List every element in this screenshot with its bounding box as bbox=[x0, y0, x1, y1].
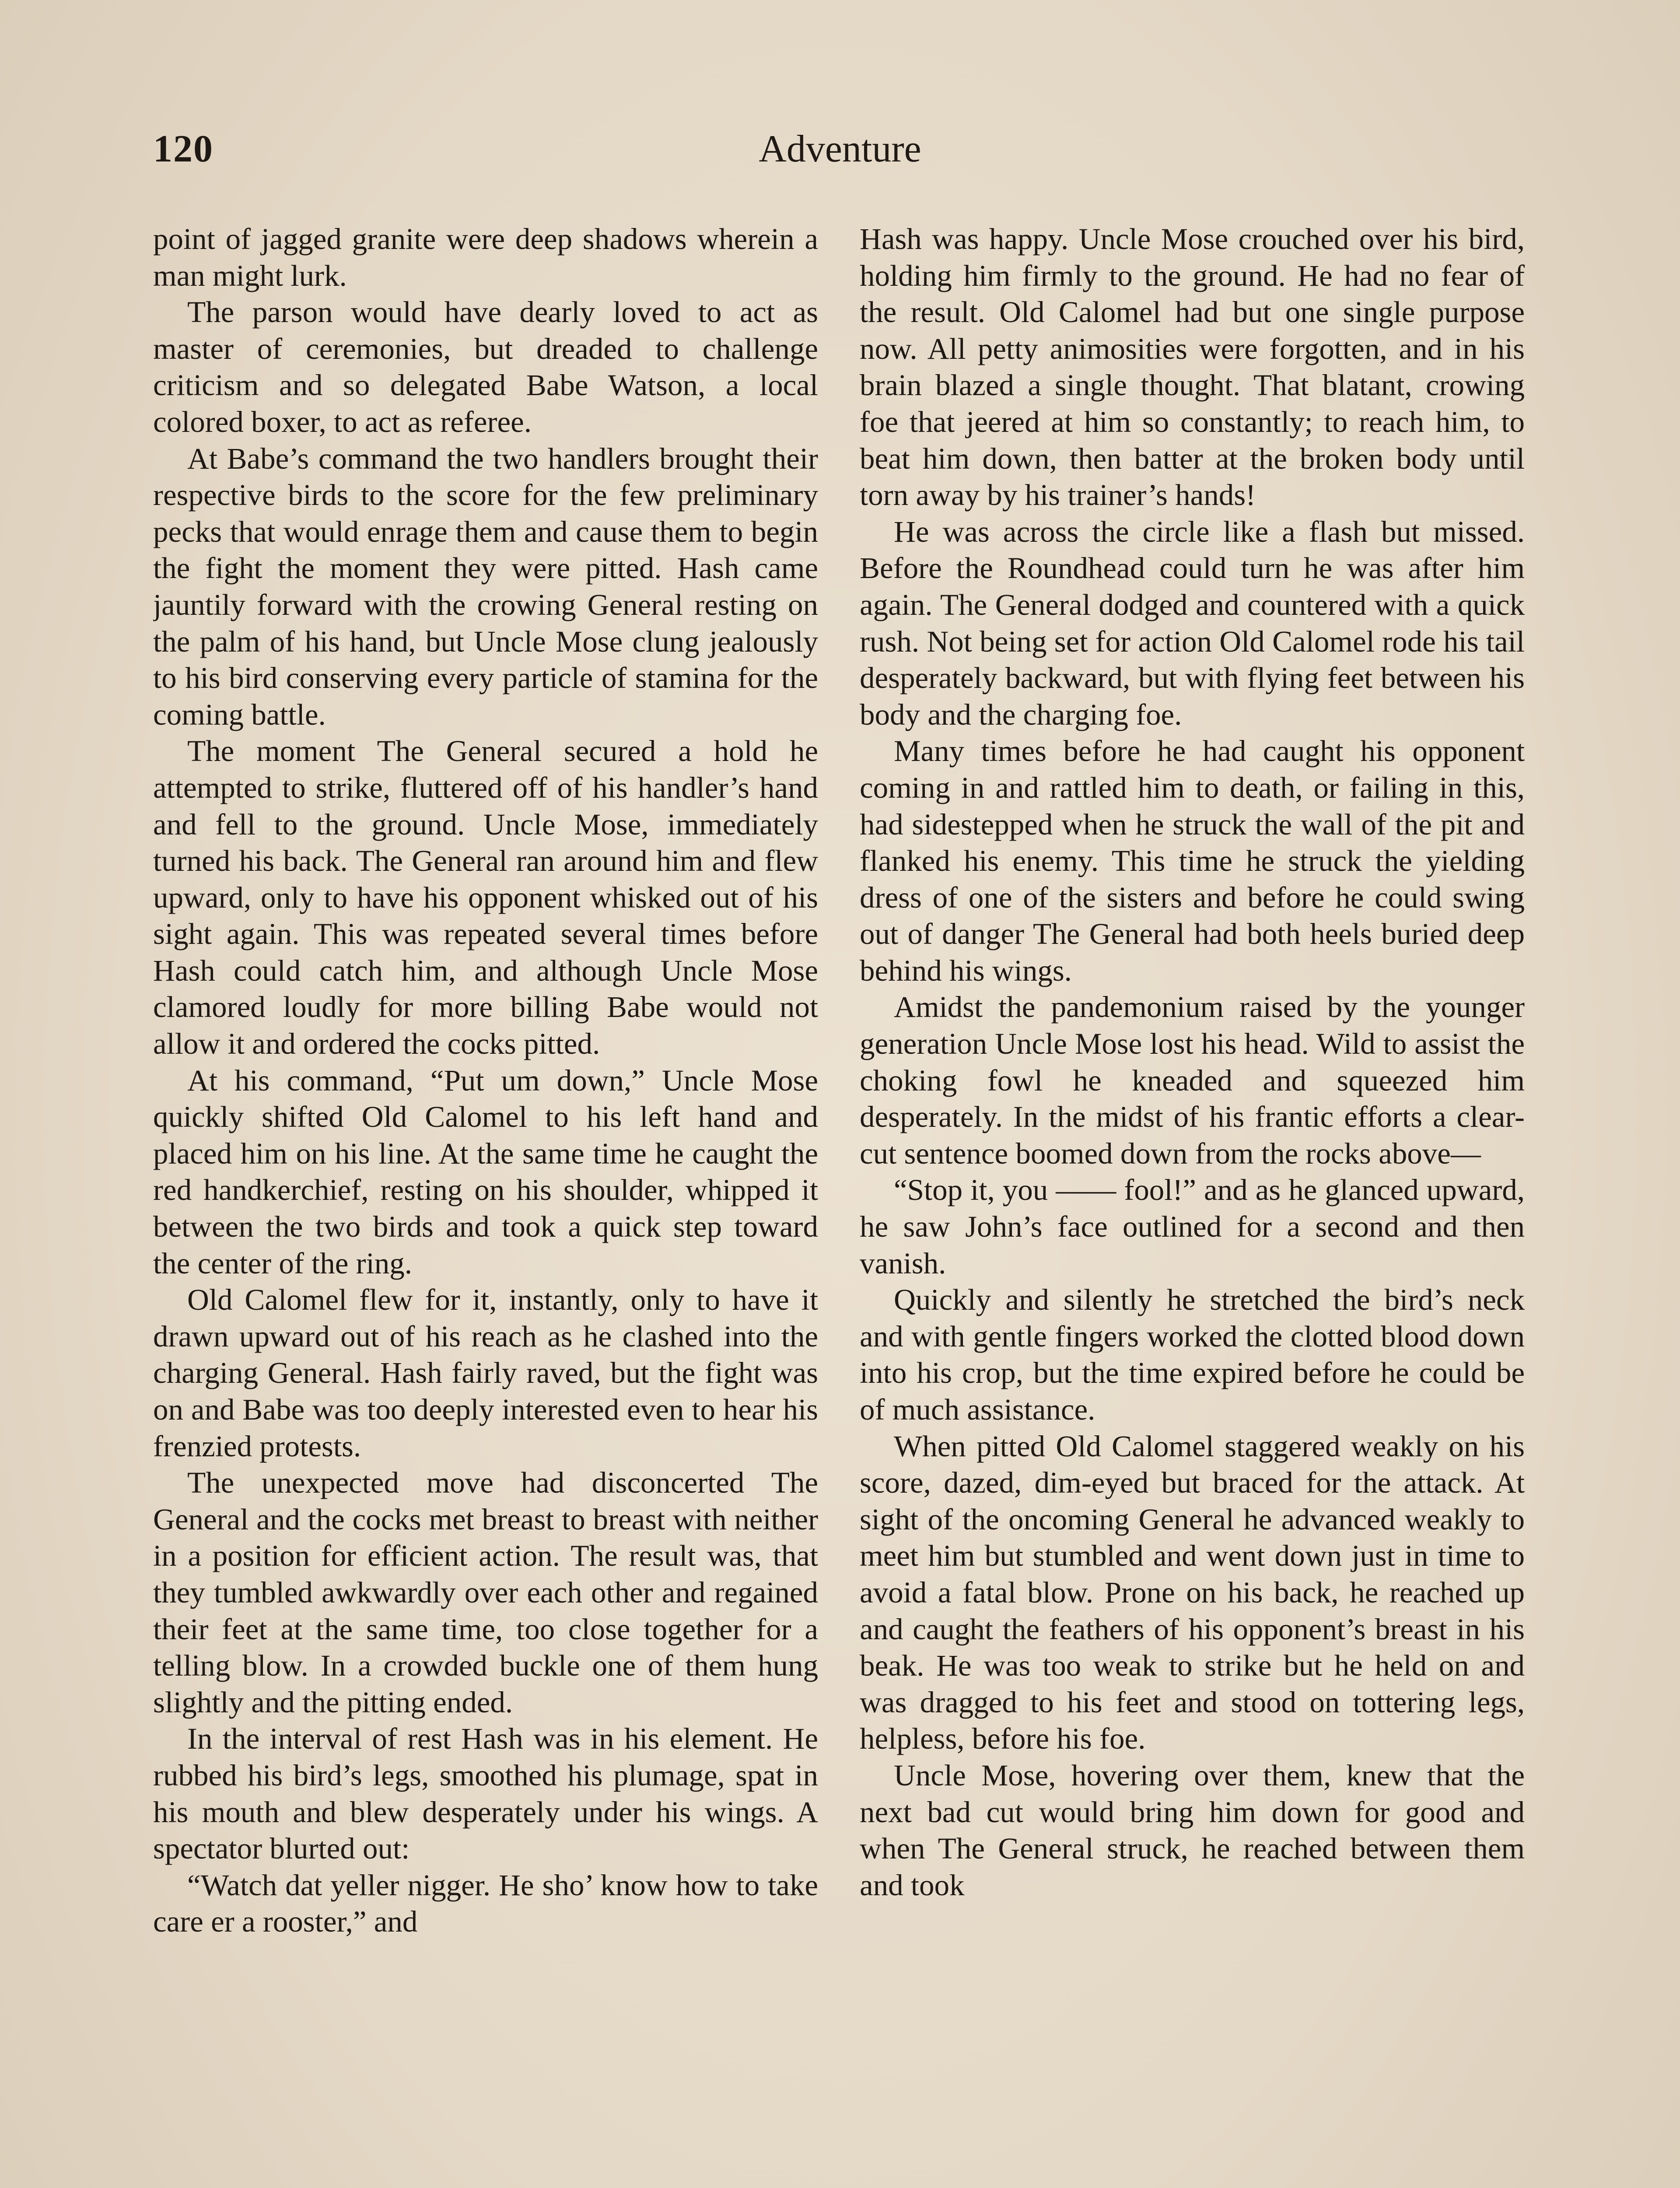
paragraph: Hash was happy. Uncle Mose crouched over his bird, holding him firmly to the ground. He had no fear of the result. Old Calomel had but one single purpose now. All petty animosities were forgotten, and in his brain blazed a single thought. That blatant, crowing foe that jeered at him so constantly; to reach him, to beat him down, then batter at the broken body until torn away by his trainer’s hands! bbox=[860, 222, 1525, 512]
paragraph: Amidst the pandemonium raised by the younger generation Uncle Mose lost his head. Wild to assist the choking fowl he kneaded and squeezed him desperately. In the midst of his frantic efforts a clear-cut sentence boomed down from the rocks above— bbox=[860, 990, 1525, 1170]
left-text-column bbox=[153, 221, 818, 2188]
paragraph: At Babe’s command the two handlers brought their respective birds to the score for the few preliminary pecks that would enrage them and cause them to begin the fight the moment they were pitted. Hash came jauntily forward with the crowing General resting on the palm of his hand, but Uncle Mose clung jealously to his bird conserving every particle of stamina for the coming battle. bbox=[153, 442, 818, 731]
paragraph: Many times before he had caught his opponent coming in and rattled him to death, or failing in this, had sidestepped when he struck the wall of the pit and flanked his enemy. This time he struck the yielding dress of one of the sisters and before he could swing out of danger The General had both heels buried deep behind his wings. bbox=[860, 734, 1525, 987]
page-header bbox=[153, 127, 1527, 179]
paragraph: At his command, “Put um down,” Uncle Mose quickly shifted Old Calomel to his left hand and placed him on his line. At the same time he caught the red handkerchief, resting on his shoulder, whipped it between the two birds and took a quick step toward the center of the ring. bbox=[153, 1063, 818, 1280]
paragraph: The parson would have dearly loved to act as master of ceremonies, but dreaded to challenge criticism and so delegated Babe Watson, a local colored boxer, to act as referee. bbox=[153, 295, 818, 438]
paragraph: Quickly and silently he stretched the bird’s neck and with gentle fingers worked the clotted blood down into his crop, but the time expired before he could be of much assistance. bbox=[860, 1283, 1525, 1426]
paragraph: “Stop it, you —— fool!” and as he glanced upward, he saw John’s face outlined for a second and then vanish. bbox=[860, 1173, 1525, 1280]
paragraph: In the interval of rest Hash was in his element. He rubbed his bird’s legs, smoothed his plumage, spat in his mouth and blew desperately under his wings. A spectator blurted out: bbox=[153, 1722, 818, 1865]
paragraph: When pitted Old Calomel staggered weakly on his score, dazed, dim-eyed but braced for the attack. At sight of the oncoming General he advanced weakly to meet him but stumbled and went down just in time to avoid a fatal blow. Prone on his back, he reached up and caught the feathers of his opponent’s breast in his beak. He was too weak to strike but he held on and was dragged to his feet and stood on tottering legs, helpless, before his foe. bbox=[860, 1429, 1525, 1756]
paragraph: point of jagged granite were deep shadows wherein a man might lurk. bbox=[153, 222, 818, 292]
paragraph: The moment The General secured a hold he attempted to strike, fluttered off of his handler’s hand and fell to the ground. Uncle Mose, immediately turned his back. The General ran around him and flew upward, only to have his opponent whisked out of his sight again. This was repeated several times before Hash could catch him, and although Uncle Mose clamored loudly for more billing Babe would not allow it and ordered the cocks pitted. bbox=[153, 734, 818, 1061]
paragraph: The unexpected move had disconcerted The General and the cocks met breast to breast with neither in a position for efficient action. The result was, that they tumbled awkwardly over each other and regained their feet at the same time, too close together for a telling blow. In a crowded buckle one of them hung slightly and the pitting ended. bbox=[153, 1466, 818, 1719]
right-text-column bbox=[860, 221, 1525, 2188]
paragraph: “Watch dat yeller nigger. He sho’ know how to take care er a rooster,” and bbox=[153, 1868, 818, 1939]
paragraph: Uncle Mose, hovering over them, knew that the next bad cut would bring him down for good and when The General struck, he reached between them and took bbox=[860, 1758, 1525, 1902]
paragraph: Old Calomel flew for it, instantly, only to have it drawn upward out of his reach as he clashed into the charging General. Hash fairly raved, but the fight was on and Babe was too deeply interested even to hear his frenzied protests. bbox=[153, 1283, 818, 1463]
paragraph: He was across the circle like a flash but missed. Before the Roundhead could turn he was after him again. The General dodged and countered with a quick rush. Not being set for action Old Calomel rode his tail desperately backward, but with flying feet between his body and the charging foe. bbox=[860, 515, 1525, 731]
running-title: Adventure bbox=[759, 128, 921, 170]
page-number: 120 bbox=[153, 128, 214, 170]
